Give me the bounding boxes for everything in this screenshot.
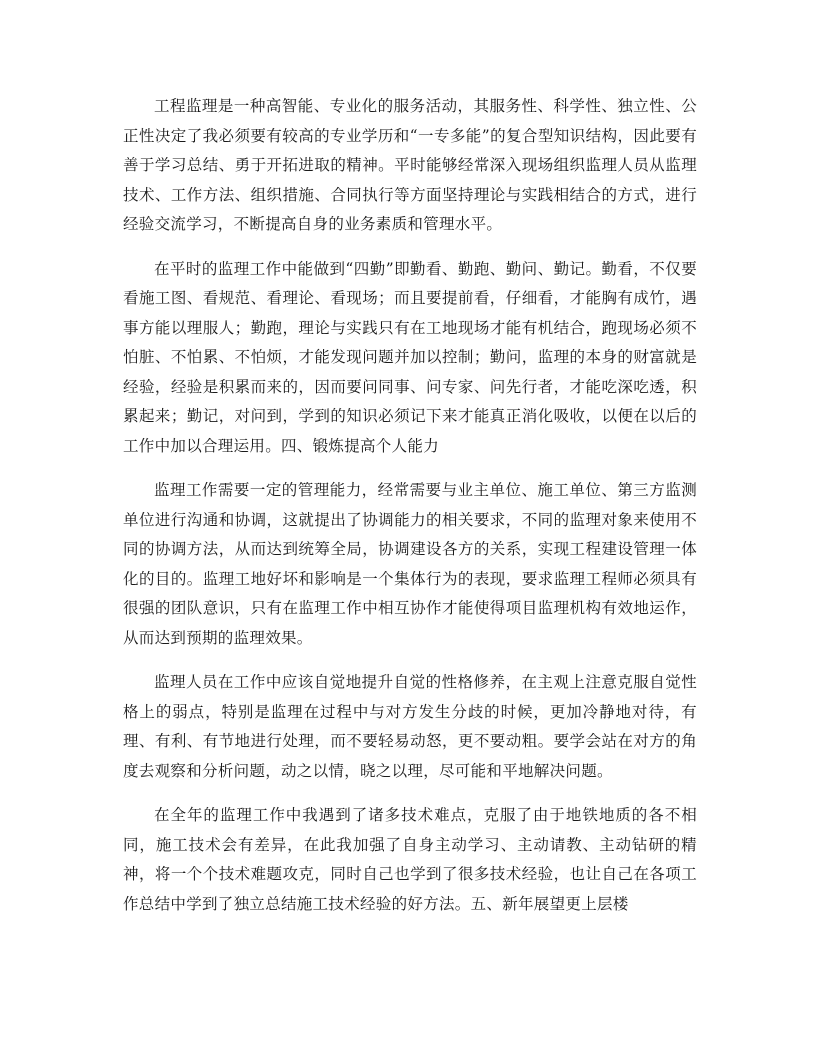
paragraph-5: 在全年的监理工作中我遇到了诸多技术难点，克服了由于地铁地质的各不相同，施工技术会有差异，在此我加强了自身主动学习、主动请教、主动钻研的精神，将一个个技术难题攻克，同时自己也学到了很多技术经验，也让自己在各项工作总结中学到了独立总结施工技术经验的好方法。五、新年展望更上层楼	[123, 806, 697, 913]
paragraph-4: 监理人员在工作中应该自觉地提升自觉的性格修养，在主观上注意克服自觉性格上的弱点，特别是监理在过程中与对方发生分歧的时候，更加冷静地对待，有理、有利、有节地进行处理，而不要轻易动怒，更不要动粗。要学会站在对方的角度去观察和分析问题，动之以情，晓之以理，尽可能和平地解决问题。	[123, 673, 697, 780]
paragraph-1: 工程监理是一种高智能、专业化的服务活动，其服务性、科学性、独立性、公正性决定了我必须要有较高的专业学历和“一专多能”的复合型知识结构，因此要有善于学习总结、勇于开拓进取的精神。平时能够经常深入现场组织监理人员从监理技术、工作方法、组织措施、合同执行等方面坚持理论与实践相结合的方式，进行经验交流学习，不断提高自身的业务素质和管理水平。	[123, 97, 697, 233]
paragraph-3: 监理工作需要一定的管理能力，经常需要与业主单位、施工单位、第三方监测单位进行沟通和协调，这就提出了协调能力的相关要求，不同的监理对象来使用不同的协调方法，从而达到统筹全局，协调建设各方的关系，实现工程建设管理一体化的目的。监理工地好坏和影响是一个集体行为的表现，要求监理工程师必须具有很强的团队意识，只有在监理工作中相互协作才能使得项目监理机构有效地运作，从而达到预期的监理效果。	[123, 481, 697, 647]
document-body	[123, 92, 697, 934]
paragraph-2: 在平时的监理工作中能做到“四勤”即勤看、勤跑、勤问、勤记。勤看，不仅要看施工图、看规范、看理论、看现场；而且要提前看，仔细看，才能胸有成竹，遇事方能以理服人；勤跑，理论与实践只有在工地现场才能有机结合，跑现场必须不怕脏、不怕累、不怕烦，才能发现问题并加以控制；勤问，监理的本身的财富就是经验，经验是积累而来的，因而要问同事、问专家、问先行者，才能吃深吃透，积累起来；勤记，对问到，学到的知识必须记下来才能真正消化吸收，以便在以后的工作中加以合理运用。四、锻炼提高个人能力	[123, 259, 697, 455]
